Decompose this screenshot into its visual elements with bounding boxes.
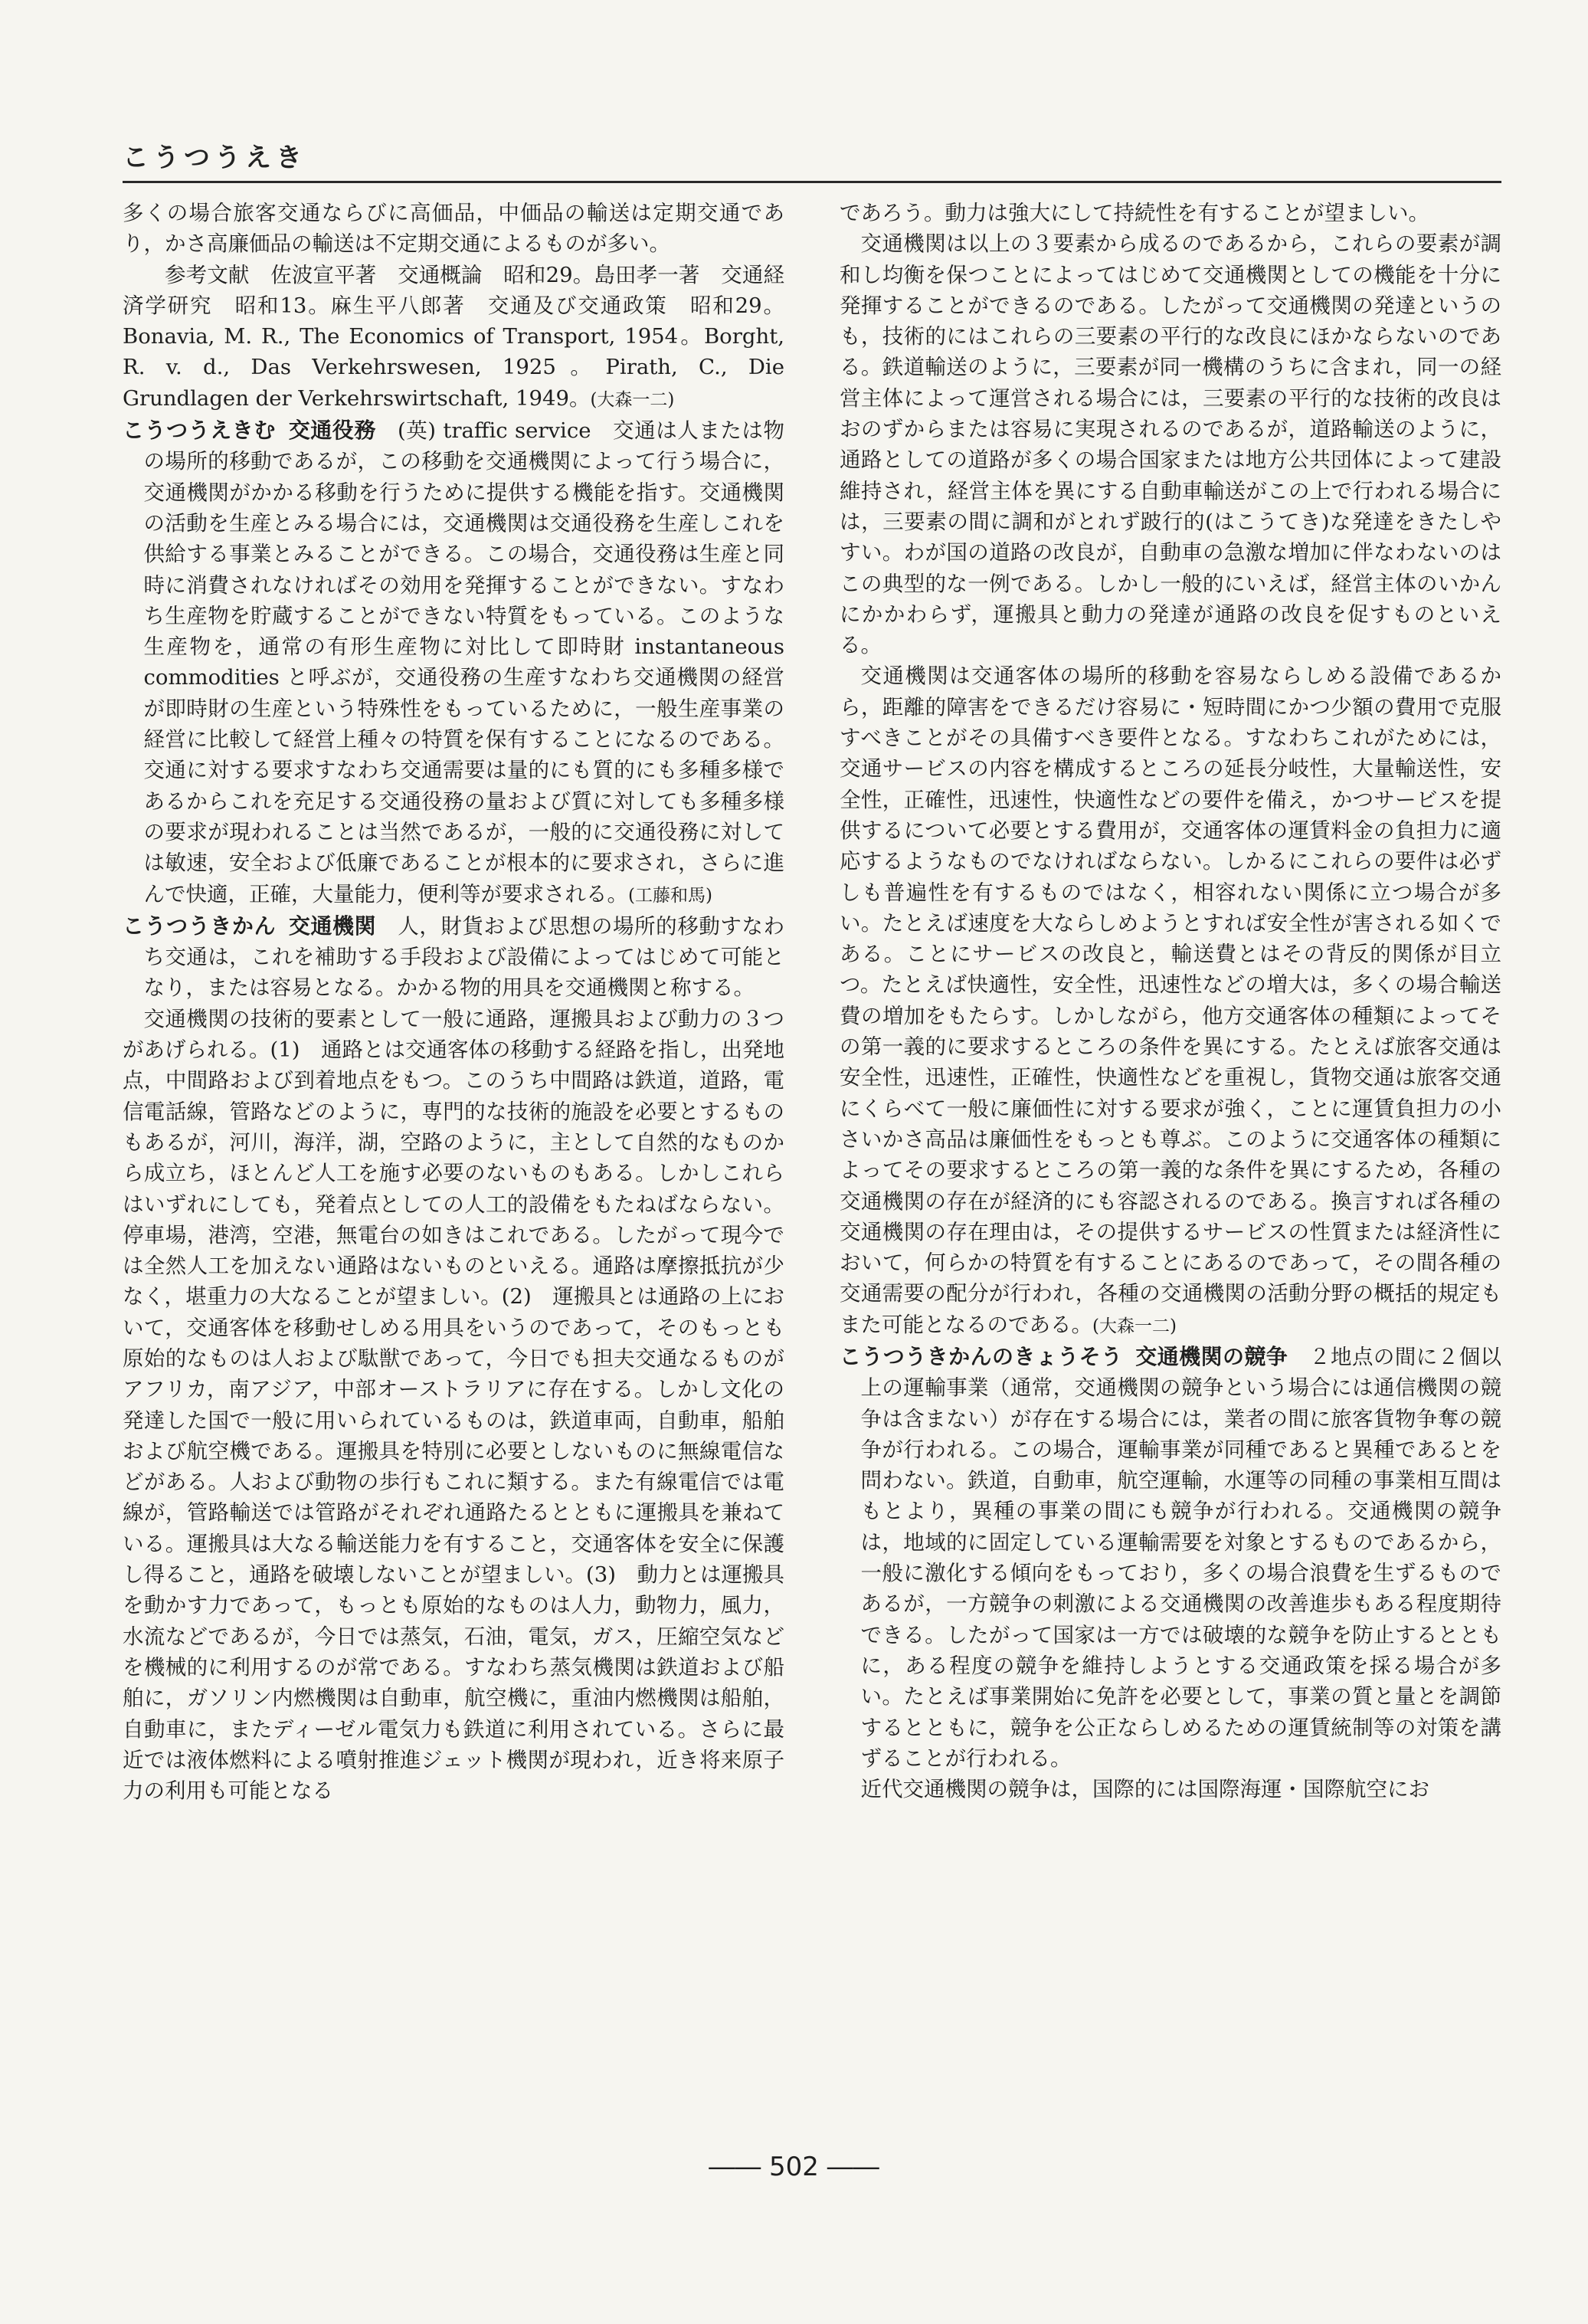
body-paragraph (840, 660, 1501, 1342)
right-column (840, 198, 1501, 1804)
paragraph-author: (大森一二) (1092, 1316, 1177, 1336)
body-paragraph: 交通機関の技術的要素として一般に通路，運搬具および動力の３つがあげられる。(1) 通路とは交通客体の移動する経路を指し，出発地点，中間路および到着地点をもつ。このうち中間路は鉄道，道路，電信電話線，管路などのように，専門的な技術的施設を必要とするものもあるが，河川，海洋，湖，空路のように，主として自然的なものから成立ち，ほとんど人工を施す必要のないものもある。しかしこれらはいずれにしても，発着点としての人工的設備をもたねばならない。停車場，港湾，空港，無電台の如きはこれである。したがって現今では全然人工を加えない通路はないものといえる。通路は摩擦抵抗が少なく，堪重力の大なることが望ましい。(2) 運搬具とは通路の上において，交通客体を移動せしめる用具をいうのであって，そのもっとも原始的なものは人および駄獣であって，今日でも担夫交通なるものがアフリカ，南アジア，中部オーストラリアに存在する。しかし文化の発達した国で一般に用いられているものは，鉄道車両，自動車，船舶および航空機である。運搬具を特別に必要としないものに無線電信などがある。人および動物の歩行もこれに類する。また有線電信では電線が，管路輸送では管路がそれぞれ通路たるとともに運搬具を兼ねている。運搬具は大なる輸送能力を有すること，交通客体を安全に保護し得ること，通路を破壊しないことが望ましい。(3) 動力とは運搬具を動かす力であって，もっとも原始的なものは人力，動物力，風力，水流などであるが，今日では蒸気，石油，電気，ガス，圧縮空気などを機械的に利用するのが常である。すなわち蒸気機関は鉄道および船舶に，ガソリン内燃機関は自動車，航空機に，重油内燃機関は船舶，自動車に，またディーゼル電気力も鉄道に利用されている。さらに最近では液体燃料による噴射推進ジェット機関が現われ，近き将来原子力の利用も可能となる (123, 1006, 784, 1804)
body-paragraph: 交通機関は以上の３要素から成るのであるから，これらの要素が調和し均衡を保つことによってはじめて交通機関としての機能を十分に発揮することができるのである。したがって交通機関の発達というのも，技術的にはこれらの三要素の平行的な改良にほかならないのである。鉄道輸送のように，三要素が同一機構のうちに含まれ，同一の経営主体によって運営される場合には，三要素の平行的な技術的改良はおのずからまたは容易に実現されるのであるが，道路輸送のように，通路としての道路が多くの場合国家または地方公共団体によって建設維持され，経営主体を異にする自動車輸送がこの上で行われる場合には，三要素の間に調和がとれず跛行的(はこうてき)な発達をきたしやすい。わが国の道路の改良が，自動車の急激な増加に伴なわないのはこの典型的な一例である。しかし一般的にいえば，経営主体のいかんにかかわらず，運搬具と動力の発達が通路の改良を促すものといえる。 (840, 231, 1501, 658)
references-text: 参考文献 佐波宣平著 交通概論 昭和29。島田孝一著 交通経済学研究 昭和13。麻生平八郎著 交通及び交通政策 昭和29。Bonavia, M. R., The Economics of Transport, 1954。Borght, R. v. d., Das Verkehrswesen, 1925。Pirath, C., Die Grundlagen der Verkehrswirtschaft, 1949。 (123, 262, 784, 411)
continuation-paragraph: 多くの場合旅客交通ならびに高価品，中価品の輸送は定期交通であり，かさ高廉価品の輸送は不定期交通によるものが多い。 (123, 201, 784, 257)
page-number: ―― 502 ―― (709, 2152, 879, 2182)
entry-keyword: 交通機関 (288, 913, 377, 939)
running-head: こうつうえき (123, 143, 306, 173)
references-author: (大森一二) (590, 389, 675, 410)
references-paragraph (123, 260, 784, 415)
entry-koutsuu-ekimu (123, 415, 784, 911)
entry-body: 人，財貨および思想の場所的移動すなわち交通は，これを補助する手段および設備によってはじめて可能となり，または容易となる。かかる物的用具を交通機関と称する。 (143, 913, 784, 1001)
entry-body: (英) traffic service 交通は人または物の場所的移動であるが，この移動を交通機関によって行う場合に，交通機関がかかる移動を行うために提供する機能を指す。交通機関の活動を生産とみる場合には，交通機関は交通役務を生産しこれを供給する事業とみることができる。この場合，交通役務は生産と同時に消費されなければその効用を発揮することができない。すなわち生産物を貯蔵することができない特質をもっている。このような生産物を，通常の有形生産物に対比して即時財 instantaneous commodities と呼ぶが，交通役務の生産すなわち交通機関の経営が即時財の生産という特殊性をもっているために，一般生産事業の経営に比較して経営上種々の特質を保有することになるのである。交通に対する要求すなわち交通需要は量的にも質的にも多種多様であるからこれを充足する交通役務の量および質に対しても多種多様の要求が現われることは当然であるが，一般的に交通役務に対しては敏速，安全および低廉であることが根本的に要求され，さらに進んで快適，正確，大量能力，便利等が要求される。 (143, 418, 784, 906)
body-paragraph: 近代交通機関の競争は，国際的には国際海運・国際航空にお (860, 1777, 1429, 1802)
header-rule (123, 181, 1501, 183)
entry-body: ２地点の間に２個以上の運輸事業（通常，交通機関の競争という場合には通信機関の競争は含まない）が存在する場合には，業者の間に旅客貨物争奪の競争が行われる。この場合，運輸事業が同種であると異種であるとを問わない。鉄道，自動車，航空運輸，水運等の同種の事業相互間はもとより，異種の事業の間にも競争が行われる。交通機関の競争は，地域的に固定している運輸需要を対象とするものであるから，一般に激化する傾向をもっており，多くの場合浪費を生ずるものであるが，一方競争の刺激による交通機関の改善進歩もある程度期待できる。したがって国家は一方では破壊的な競争を防止するとともに，ある程度の競争を維持しようとする交通政策を採る場合が多い。たとえば事業開始に免許を必要として，事業の質と量とを調節するとともに，競争を公正ならしめるための運賃統制等の対策を講ずることが行われる。 (860, 1344, 1501, 1771)
entry-author: (工藤和馬) (628, 885, 712, 906)
left-column (123, 198, 784, 1806)
entry-keyword: 交通役務 (288, 418, 376, 444)
entry-keyword: 交通機関の競争 (1135, 1343, 1288, 1369)
continuation-paragraph: であろう。動力は強大にして持続性を有することが望ましい。 (840, 201, 1429, 225)
entry-headword: こうつうきかん (123, 913, 277, 939)
entry-koutsuu-kikan (123, 911, 784, 1004)
entry-headword: こうつうえきむ (123, 418, 276, 444)
entry-headword: こうつうきかんのきょうそう (840, 1343, 1123, 1369)
paragraph-text: 交通機関は交通客体の場所的移動を容易ならしめる設備であるから，距離的障害をできるだけ容易に・短時間にかつ少額の費用で克服すべきことがその具備すべき要件となる。すなわちこれがためには，交通サービスの内容を構成するところの延長分岐性，大量輸送性，安全性，正確性，迅速性，快適性などの要件を備え，かつサービスを提供するについて必要とする費用が，交通客体の運賃料金の負担力に適応するようなものでなければならない。しかるにこれらの要件は必ずしも普遍性を有するものではなく，相容れない関係に立つ場合が多い。たとえば速度を大ならしめようとすれば安全性が害される如くである。ことにサービスの改良と，輸送費とはその背反的関係が目立つ。たとえば快適性，安全性，迅速性などの増大は，多くの場合輸送費の増加をもたらす。しかしながら，他方交通客体の種類によってその第一義的に要求するところの条件を異にする。たとえば旅客交通は安全性，迅速性，正確性，快適性などを重視し，貨物交通は旅客交通にくらべて一般に廉価性に対する要求が強く，ことに運賃負担力の小さいかさ高品は廉価性をもっとも尊ぶ。このように交通客体の種類によってその要求するところの第一義的な条件を異にするため，各種の交通機関の存在が経済的にも容認されるのである。換言すれば各種の交通機関の存在理由は，その提供するサービスの性質または経済性において，何らかの特質を有することにあるのであって，その間各種の交通需要の配分が行われ，各種の交通機関の活動分野の概括的規定もまた可能となるのである。 (840, 664, 1501, 1337)
entry-koutsuu-kikan-no-kyousou (840, 1342, 1501, 1774)
